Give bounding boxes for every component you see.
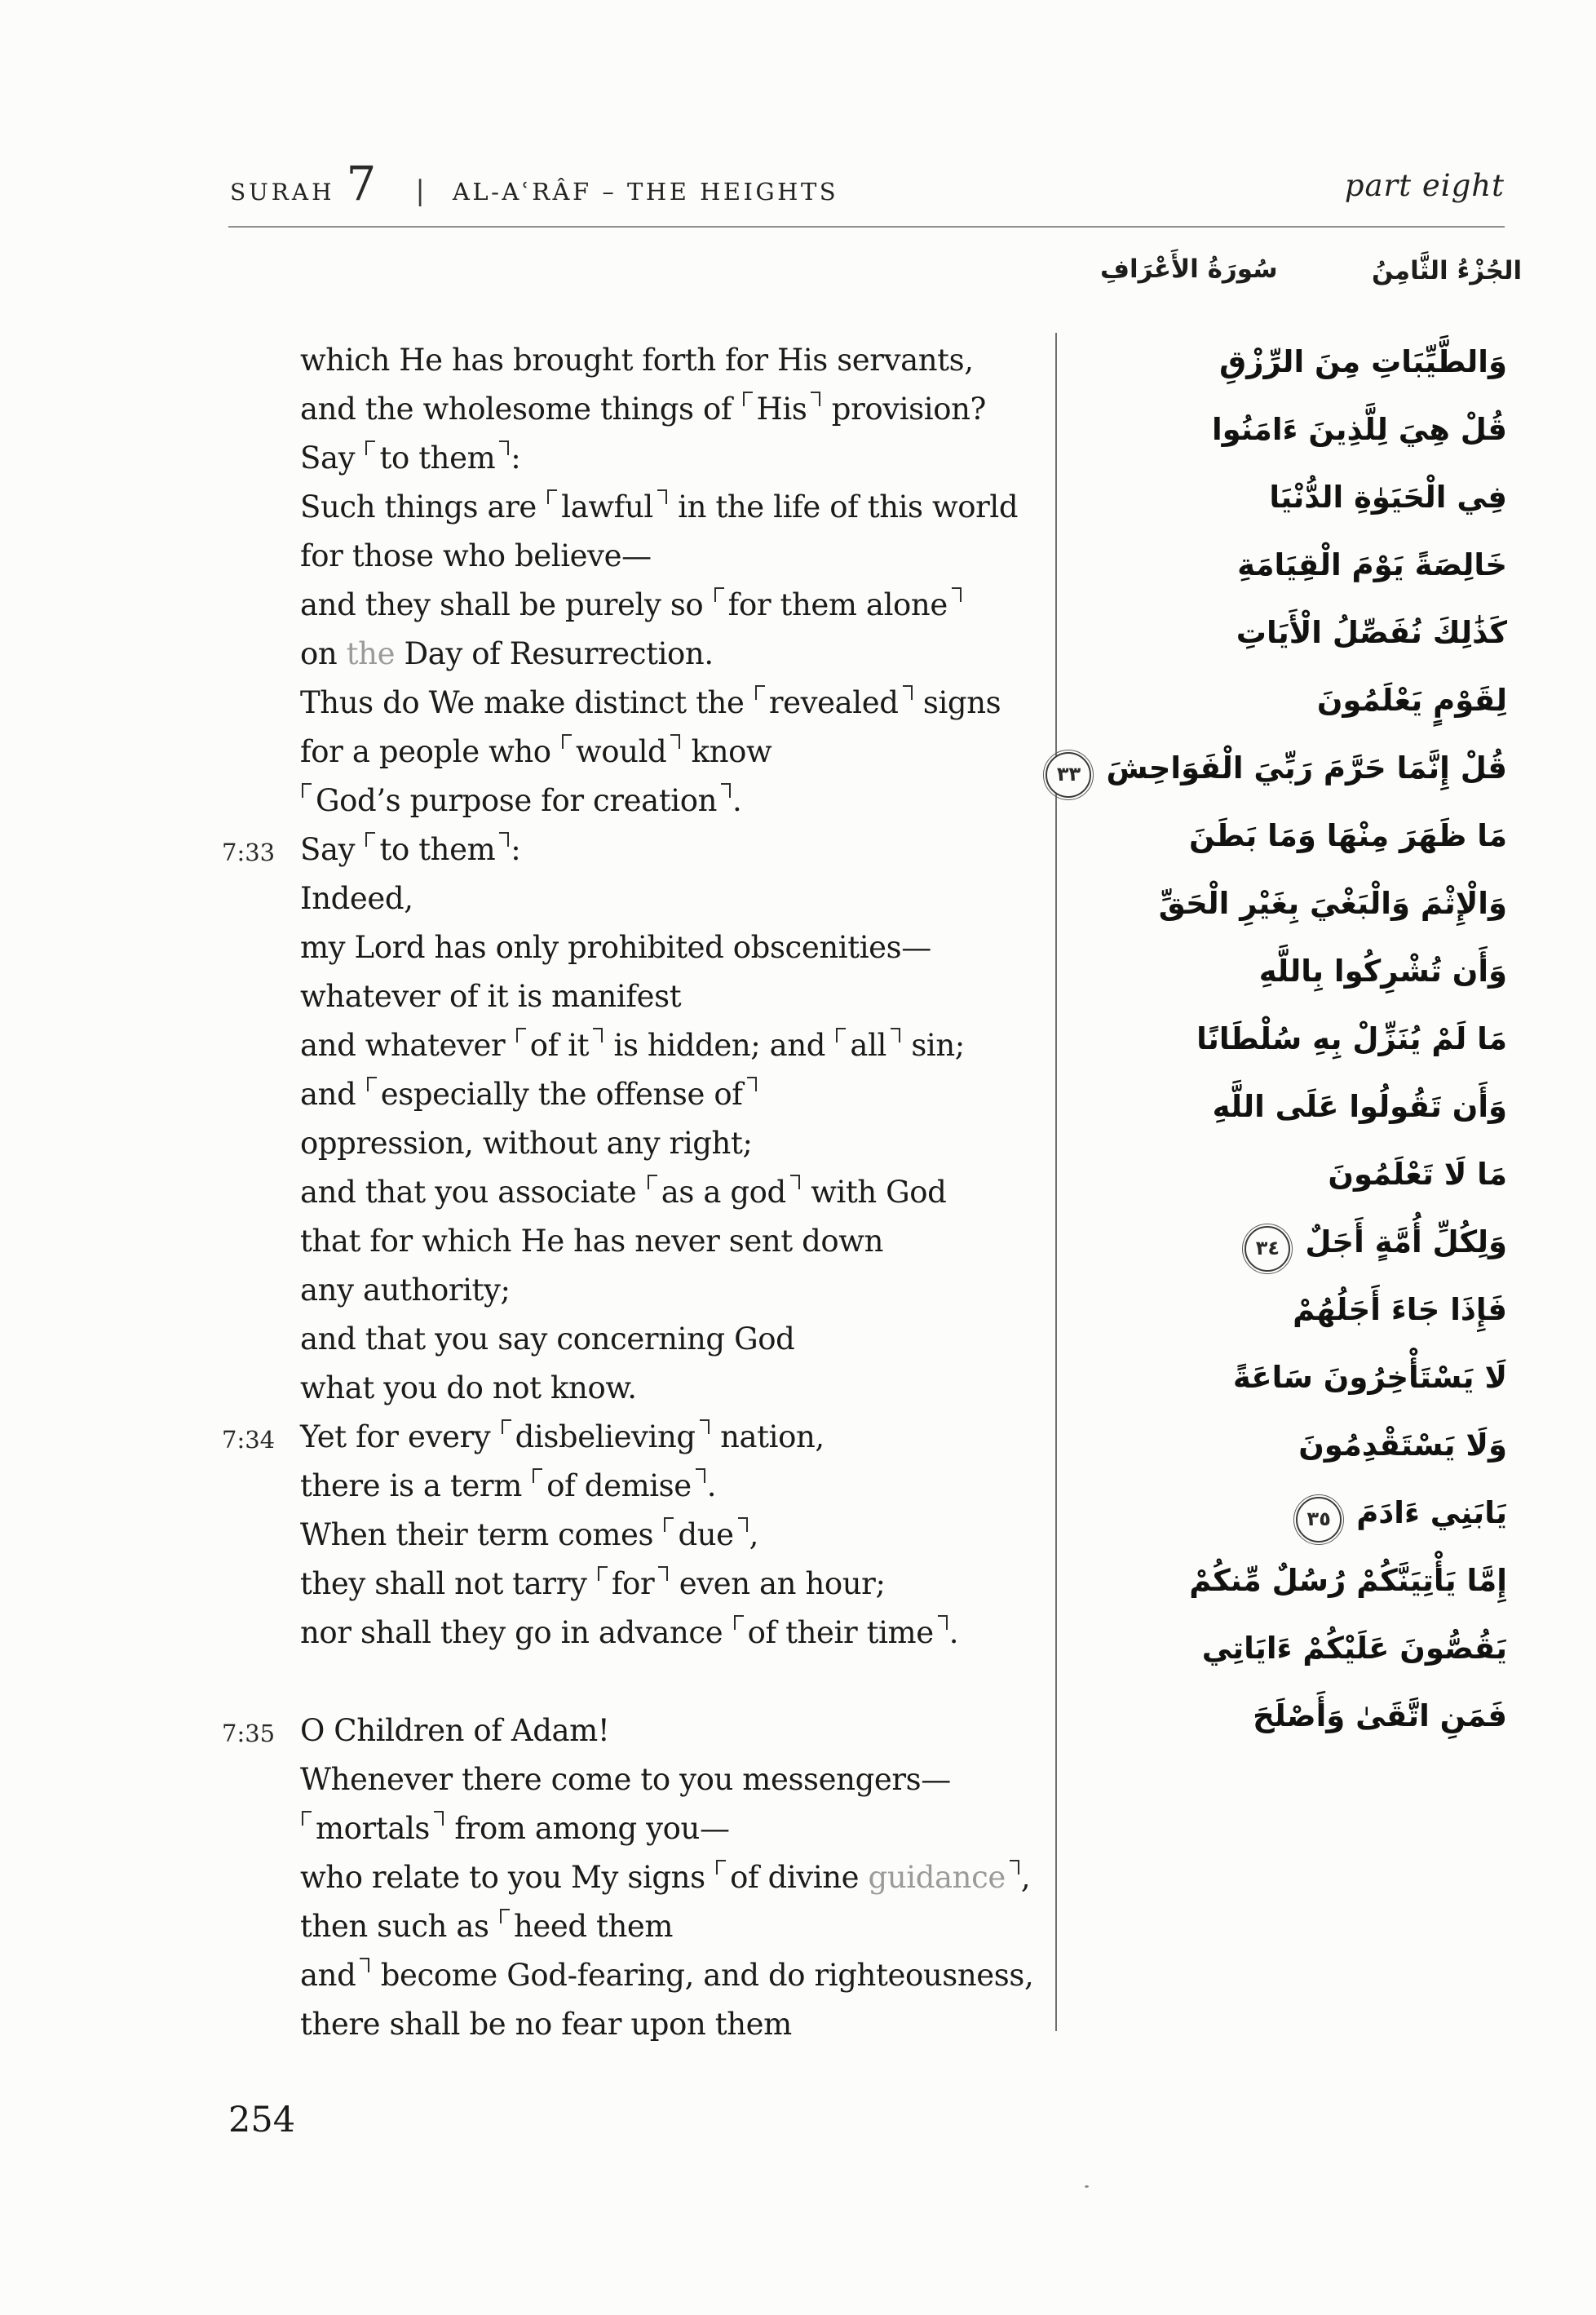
ayah-text: وَأَن تُشْرِكُوا بِاللَّهِ xyxy=(1258,954,1507,989)
half-bracket-open xyxy=(533,1468,542,1483)
ayah-text: وَلَا يَسْتَقْدِمُونَ xyxy=(1298,1428,1507,1463)
arabic-surah-title: سُورَةُ الأَعْرَافِ xyxy=(1100,255,1278,284)
half-bracket-open xyxy=(716,1860,726,1875)
translation-line xyxy=(222,1070,1047,1119)
ayah-number-marker: ٣٤ xyxy=(1245,1226,1290,1272)
translation-line xyxy=(222,1119,1047,1168)
half-bracket-close xyxy=(593,1028,603,1042)
half-bracket-close xyxy=(747,1077,757,1091)
header-separator: | xyxy=(415,175,425,207)
translation-text: they shall not tarry for even an hour; xyxy=(300,1566,886,1601)
ayah-line xyxy=(1050,1276,1507,1343)
translation-text: any authority; xyxy=(300,1273,511,1308)
translation-line xyxy=(222,1168,1047,1217)
translation-text: Say to them : xyxy=(300,832,521,867)
half-bracket-open xyxy=(500,1909,510,1923)
translation-text: for a people who would know xyxy=(300,734,772,769)
translation-text: O Children of Adam! xyxy=(300,1713,610,1748)
translation-text: that for which He has never sent down xyxy=(300,1224,883,1259)
half-bracket-open xyxy=(598,1566,608,1581)
part-label: part eight xyxy=(1344,168,1505,203)
half-bracket-close xyxy=(434,1811,444,1826)
surah-label: SURAH xyxy=(230,179,335,206)
surah-number: 7 xyxy=(346,156,377,211)
half-bracket-open xyxy=(302,1811,312,1826)
half-bracket-open xyxy=(755,685,765,700)
translation-text: Yet for every disbelieving nation, xyxy=(300,1419,825,1454)
half-bracket-open xyxy=(743,392,753,406)
translation-text: oppression, without any right; xyxy=(300,1126,753,1161)
ayah-text: قُلْ إِنَّمَا حَرَّمَ رَبِّيَ الْفَوَاحِشَ xyxy=(1106,750,1507,786)
translation-line xyxy=(222,923,1047,972)
ayah-line xyxy=(1050,531,1507,599)
faded-word: guidance xyxy=(868,1860,1006,1895)
translation-text: and they shall be purely so for them alone xyxy=(300,587,963,622)
translation-text: Say to them : xyxy=(300,440,521,476)
translation-line xyxy=(222,1902,1047,1951)
translation-text: there is a term of demise . xyxy=(300,1468,717,1503)
ayah-number-marker: ٣٣ xyxy=(1046,752,1091,798)
page-number: 254 xyxy=(228,2100,296,2140)
ayah-line xyxy=(1050,328,1507,396)
translation-text: and that you say concerning God xyxy=(300,1321,795,1357)
translation-line xyxy=(222,1755,1047,1804)
ayah-line xyxy=(1050,1682,1507,1750)
half-bracket-open xyxy=(836,1028,846,1042)
half-bracket-close xyxy=(670,734,680,749)
translation-text: and whatever of it is hidden; and all sin; xyxy=(300,1028,965,1063)
ayah-line xyxy=(1050,1005,1507,1073)
ayah-text: فِي الْحَيَوٰةِ الدُّنْيَا xyxy=(1269,480,1507,515)
half-bracket-open xyxy=(516,1028,526,1042)
half-bracket-close xyxy=(700,1419,710,1434)
half-bracket-open xyxy=(302,783,312,798)
translation-text: mortals from among you— xyxy=(300,1811,730,1846)
half-bracket-close xyxy=(657,489,667,504)
translation-line xyxy=(222,777,1047,826)
translation-line xyxy=(222,1951,1047,2000)
half-bracket-close xyxy=(721,783,731,798)
half-bracket-open xyxy=(367,1077,377,1091)
verse-ref: 7:34 xyxy=(222,1426,276,1454)
translation-line xyxy=(222,1266,1047,1315)
ayah-number-marker: ٣٥ xyxy=(1296,1497,1342,1543)
translation-text: Thus do We make distinct the revealed signs xyxy=(300,685,1001,720)
ayah-text: لِقَوْمٍ يَعْلَمُونَ xyxy=(1316,683,1507,718)
ayah-text: مَا لَا تَعْلَمُونَ xyxy=(1328,1157,1507,1192)
half-bracket-open xyxy=(664,1517,674,1532)
half-bracket-open xyxy=(648,1175,657,1189)
ayah-text: وَالطَّيِّبَاتِ مِنَ الرِّزْقِ xyxy=(1219,344,1507,379)
translation-text: Such things are lawful in the life of this world xyxy=(300,489,1019,525)
ayah-text: لَا يَسْتَأْخِرُونَ سَاعَةً xyxy=(1232,1360,1507,1395)
translation-text: Whenever there come to you messengers— xyxy=(300,1762,951,1797)
verse-ref: 7:35 xyxy=(222,1720,276,1747)
translation-line xyxy=(222,728,1047,777)
translation-line xyxy=(222,1511,1047,1560)
ayah-line xyxy=(1050,463,1507,531)
half-bracket-close xyxy=(891,1028,900,1042)
translation-text: God’s purpose for creation . xyxy=(300,783,741,818)
ayah-text: خَالِصَةً يَوْمَ الْقِيَامَةِ xyxy=(1237,547,1507,582)
translation-line xyxy=(222,483,1047,532)
translation-line xyxy=(222,385,1047,434)
ayah-text: قُلْ هِيَ لِلَّذِينَ ءَامَنُوا xyxy=(1211,412,1507,447)
translation-line xyxy=(222,434,1047,483)
translation-line xyxy=(222,1315,1047,1364)
translation-text: for those who believe— xyxy=(300,538,652,573)
half-bracket-close xyxy=(938,1615,948,1630)
half-bracket-open xyxy=(547,489,557,504)
translation-text: my Lord has only prohibited obscenities— xyxy=(300,930,931,965)
ayah-text: مَا لَمْ يُنَزِّلْ بِهِ سُلْطَانًا xyxy=(1196,1021,1507,1056)
translation-line xyxy=(222,1413,1047,1462)
half-bracket-close xyxy=(658,1566,668,1581)
ayah-line xyxy=(1050,1411,1507,1479)
translation-text: whatever of it is manifest xyxy=(300,979,682,1014)
half-bracket-open xyxy=(365,832,375,847)
ayah-line xyxy=(1050,396,1507,463)
translation-line xyxy=(222,532,1047,581)
translation-line xyxy=(222,1364,1047,1413)
half-bracket-close xyxy=(790,1175,800,1189)
translation-line xyxy=(222,2000,1047,2049)
ayah-text: يَقُصُّونَ عَلَيْكُمْ ءَايَاتِي xyxy=(1201,1631,1507,1666)
translation-line xyxy=(222,581,1047,630)
translation-text: which He has brought forth for His servants, xyxy=(300,343,974,378)
translation-text: on the Day of Resurrection. xyxy=(300,636,714,671)
translation-text: there shall be no fear upon them xyxy=(300,2007,792,2042)
translation-text: When their term comes due , xyxy=(300,1517,759,1552)
ayah-line xyxy=(1050,1140,1507,1208)
ayah-line xyxy=(1050,1547,1507,1614)
ayah-line xyxy=(1050,1479,1507,1547)
ayah-line xyxy=(1050,870,1507,937)
half-bracket-open xyxy=(734,1615,744,1630)
half-bracket-open xyxy=(502,1419,511,1434)
half-bracket-close xyxy=(696,1468,705,1483)
translation-text: Indeed, xyxy=(300,881,413,916)
ayah-text: فَإِذَا جَاءَ أَجَلُهُمْ xyxy=(1293,1292,1507,1327)
half-bracket-close xyxy=(952,587,962,602)
verse-ref: 7:33 xyxy=(222,839,276,866)
ayah-line xyxy=(1050,802,1507,870)
translation-line xyxy=(222,826,1047,874)
scan-speck xyxy=(1085,2185,1089,2188)
translation-line xyxy=(222,1609,1047,1658)
ayah-text: إِمَّا يَأْتِيَنَّكُمْ رُسُلٌ مِّنكُمْ xyxy=(1189,1563,1507,1598)
translation-line xyxy=(222,1021,1047,1070)
half-bracket-close xyxy=(499,440,509,455)
surah-name: AL-AʿRÂF – THE HEIGHTS xyxy=(452,178,839,206)
translation-column xyxy=(222,336,1047,2049)
half-bracket-open xyxy=(562,734,572,749)
ayah-text: كَذَٰلِكَ نُفَصِّلُ الْأَيَاتِ xyxy=(1236,615,1507,650)
translation-line xyxy=(222,1853,1047,1902)
ayah-line xyxy=(1050,1208,1507,1276)
half-bracket-close xyxy=(499,832,509,847)
translation-text: who relate to you My signs of divine guidance , xyxy=(300,1860,1031,1895)
ayah-text: مَا ظَهَرَ مِنْهَا وَمَا بَطَنَ xyxy=(1189,818,1507,853)
arabic-column xyxy=(1050,328,1507,1750)
half-bracket-open xyxy=(365,440,375,455)
translation-text: and that you associate as a god with God xyxy=(300,1175,947,1210)
translation-line xyxy=(222,1706,1047,1755)
half-bracket-close xyxy=(811,392,820,406)
header-rule xyxy=(228,226,1505,228)
half-bracket-close xyxy=(738,1517,748,1532)
ayah-line xyxy=(1050,1614,1507,1682)
ayah-text: يَابَنِي ءَادَمَ xyxy=(1356,1495,1507,1530)
translation-line xyxy=(222,1560,1047,1609)
arabic-juz-title: الجُزْءُ الثَّامِنُ xyxy=(1372,256,1523,286)
translation-line xyxy=(222,1462,1047,1511)
translation-line xyxy=(222,336,1047,385)
ayah-line xyxy=(1050,1073,1507,1140)
half-bracket-close xyxy=(1010,1860,1019,1875)
translation-line xyxy=(222,630,1047,679)
translation-line xyxy=(222,1804,1047,1853)
ayah-line xyxy=(1050,734,1507,802)
half-bracket-close xyxy=(360,1958,369,1972)
translation-text: what you do not know. xyxy=(300,1370,637,1405)
ayah-line xyxy=(1050,937,1507,1005)
translation-text: then such as heed them xyxy=(300,1909,674,1944)
ayah-text: وَالْإِثْمَ وَالْبَغْيَ بِغَيْرِ الْحَقِّ xyxy=(1158,886,1507,921)
translation-text: and especially the offense of xyxy=(300,1077,758,1112)
ayah-line xyxy=(1050,1343,1507,1411)
translation-line xyxy=(222,874,1047,923)
translation-text: and become God-fearing, and do righteousness, xyxy=(300,1958,1034,1993)
faded-word: the xyxy=(346,636,396,671)
translation-line xyxy=(222,1217,1047,1266)
ayah-text: فَمَنِ اتَّقَىٰ وَأَصْلَحَ xyxy=(1253,1698,1507,1733)
translation-line xyxy=(222,972,1047,1021)
ayah-line xyxy=(1050,666,1507,734)
translation-text: and the wholesome things of His provision? xyxy=(300,392,986,427)
translation-line xyxy=(222,679,1047,728)
page-header-left xyxy=(230,156,839,211)
half-bracket-close xyxy=(903,685,913,700)
ayah-text: وَأَن تَقُولُوا عَلَى اللَّهِ xyxy=(1212,1089,1507,1124)
ayah-text: وَلِكُلِّ أُمَّةٍ أَجَلٌ xyxy=(1305,1224,1507,1259)
half-bracket-open xyxy=(714,587,724,602)
translation-text: nor shall they go in advance of their time . xyxy=(300,1615,959,1650)
ayah-line xyxy=(1050,599,1507,666)
